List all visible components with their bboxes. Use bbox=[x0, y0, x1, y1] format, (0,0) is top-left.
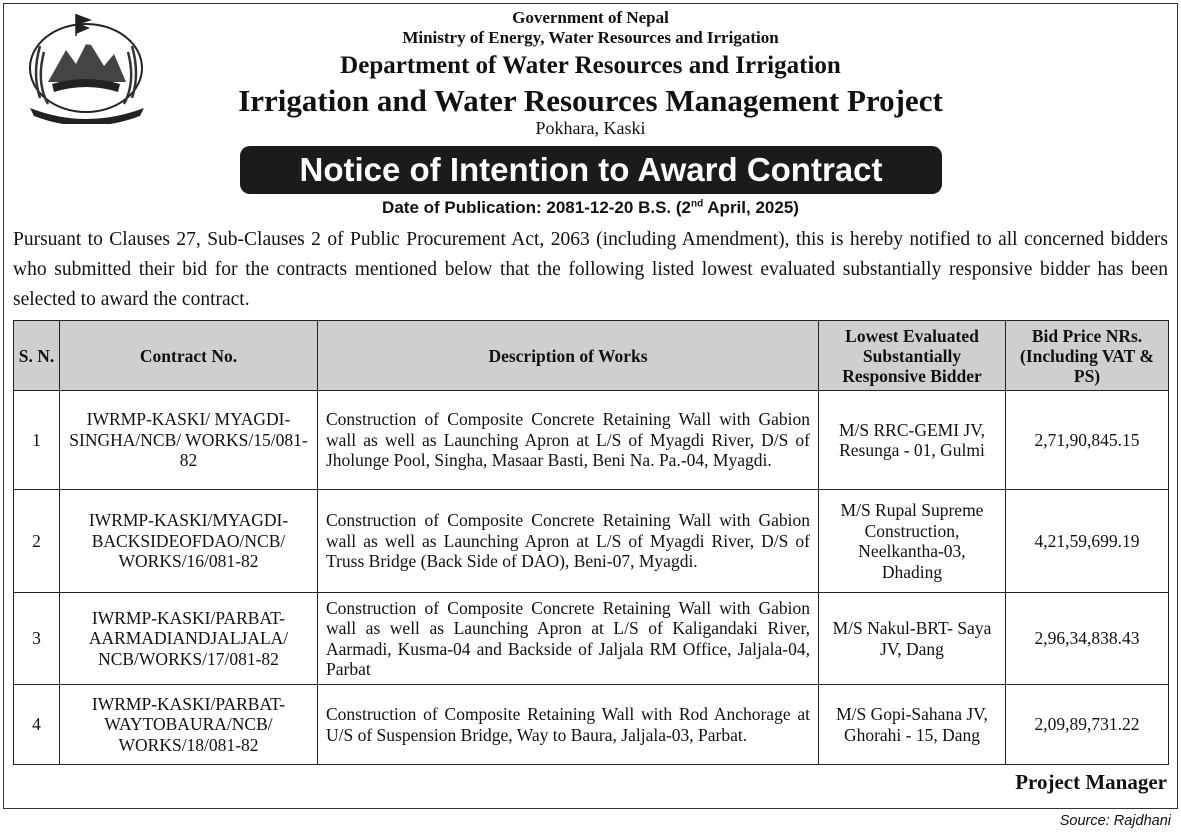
publication-date: Date of Publication: 2081-12-20 B.S. (2nd April, 2025) bbox=[382, 198, 799, 217]
row-sn: 4 bbox=[14, 685, 60, 765]
row-description: Construction of Composite Concrete Retaining Wall with Gabion wall as well as Launching Apron at L/S of Myagdi River, D/S of Jholunge Pool, Singha, Masaar Basti, Beni Na. Pa.-04, Myagdi. bbox=[318, 391, 819, 490]
header-price: Bid Price NRs. (Including VAT & PS) bbox=[1006, 321, 1169, 391]
row-contract-no: IWRMP-KASKI/PARBAT- AARMADIANDJALJALA/ NCB/WORKS/17/081-82 bbox=[60, 593, 318, 685]
row-contract-no: IWRMP-KASKI/ MYAGDI-SINGHA/NCB/ WORKS/15/081-82 bbox=[60, 391, 318, 490]
government-line: Government of Nepal bbox=[512, 8, 669, 27]
project-title: Irrigation and Water Resources Management Project bbox=[238, 83, 943, 118]
row-bidder: M/S Rupal Supreme Construction, Neelkantha-03, Dhading bbox=[819, 490, 1006, 593]
award-table bbox=[13, 320, 1169, 765]
table-row bbox=[14, 685, 1169, 765]
signatory: Project Manager bbox=[1015, 770, 1167, 794]
table-row bbox=[14, 593, 1169, 685]
row-description: Construction of Composite Concrete Retaining Wall with Gabion wall as well as Launching Apron at L/S of Kaligandaki River, Aarmadi, Kusma-04 and Backside of Jaljala RM Office, Jaljala-04, Parbat bbox=[318, 593, 819, 685]
table-row bbox=[14, 490, 1169, 593]
row-sn: 1 bbox=[14, 391, 60, 490]
ministry-line: Ministry of Energy, Water Resources and Irrigation bbox=[402, 28, 779, 47]
row-price: 2,09,89,731.22 bbox=[1006, 685, 1169, 765]
source-credit: Source: Rajdhani bbox=[1059, 813, 1171, 829]
row-contract-no: IWRMP-KASKI/MYAGDI- BACKSIDEOFDAO/NCB/ WORKS/16/081-82 bbox=[60, 490, 318, 593]
row-bidder: M/S Gopi-Sahana JV, Ghorahi - 15, Dang bbox=[819, 685, 1006, 765]
table-header-row bbox=[14, 321, 1169, 391]
row-bidder: M/S Nakul-BRT- Saya JV, Dang bbox=[819, 593, 1006, 685]
row-sn: 3 bbox=[14, 593, 60, 685]
row-description: Construction of Composite Retaining Wall with Rod Anchorage at U/S of Suspension Bridge, Way to Baura, Jaljala-03, Parbat. bbox=[318, 685, 819, 765]
row-price: 2,71,90,845.15 bbox=[1006, 391, 1169, 490]
header-bidder: Lowest Evaluated Substantially Responsive Bidder bbox=[819, 321, 1006, 391]
table-row bbox=[14, 391, 1169, 490]
header-contract-no: Contract No. bbox=[60, 321, 318, 391]
row-sn: 2 bbox=[14, 490, 60, 593]
row-price: 2,96,34,838.43 bbox=[1006, 593, 1169, 685]
row-price: 4,21,59,699.19 bbox=[1006, 490, 1169, 593]
header-sn: S. N. bbox=[14, 321, 60, 391]
department-title: Department of Water Resources and Irrigation bbox=[340, 52, 841, 79]
notice-title: Notice of Intention to Award Contract bbox=[240, 146, 942, 194]
row-description: Construction of Composite Concrete Retaining Wall with Gabion wall as well as Launching Apron at L/S of Myagdi River, D/S of Truss Bridge (Back Side of DAO), Beni-07, Myagdi. bbox=[318, 490, 819, 593]
row-contract-no: IWRMP-KASKI/PARBAT- WAYTOBAURA/NCB/ WORKS/18/081-82 bbox=[60, 685, 318, 765]
header-description: Description of Works bbox=[318, 321, 819, 391]
office-location: Pokhara, Kaski bbox=[535, 118, 646, 138]
intro-paragraph: Pursuant to Clauses 27, Sub-Clauses 2 of Public Procurement Act, 2063 (including Amendment), this is hereby notified to all concerned bidders who submitted their bid for the contracts mentioned below that the following listed lowest evaluated substantially responsive bidder has been selected to award the contract. bbox=[13, 229, 1168, 310]
row-bidder: M/S RRC-GEMI JV, Resunga - 01, Gulmi bbox=[819, 391, 1006, 490]
